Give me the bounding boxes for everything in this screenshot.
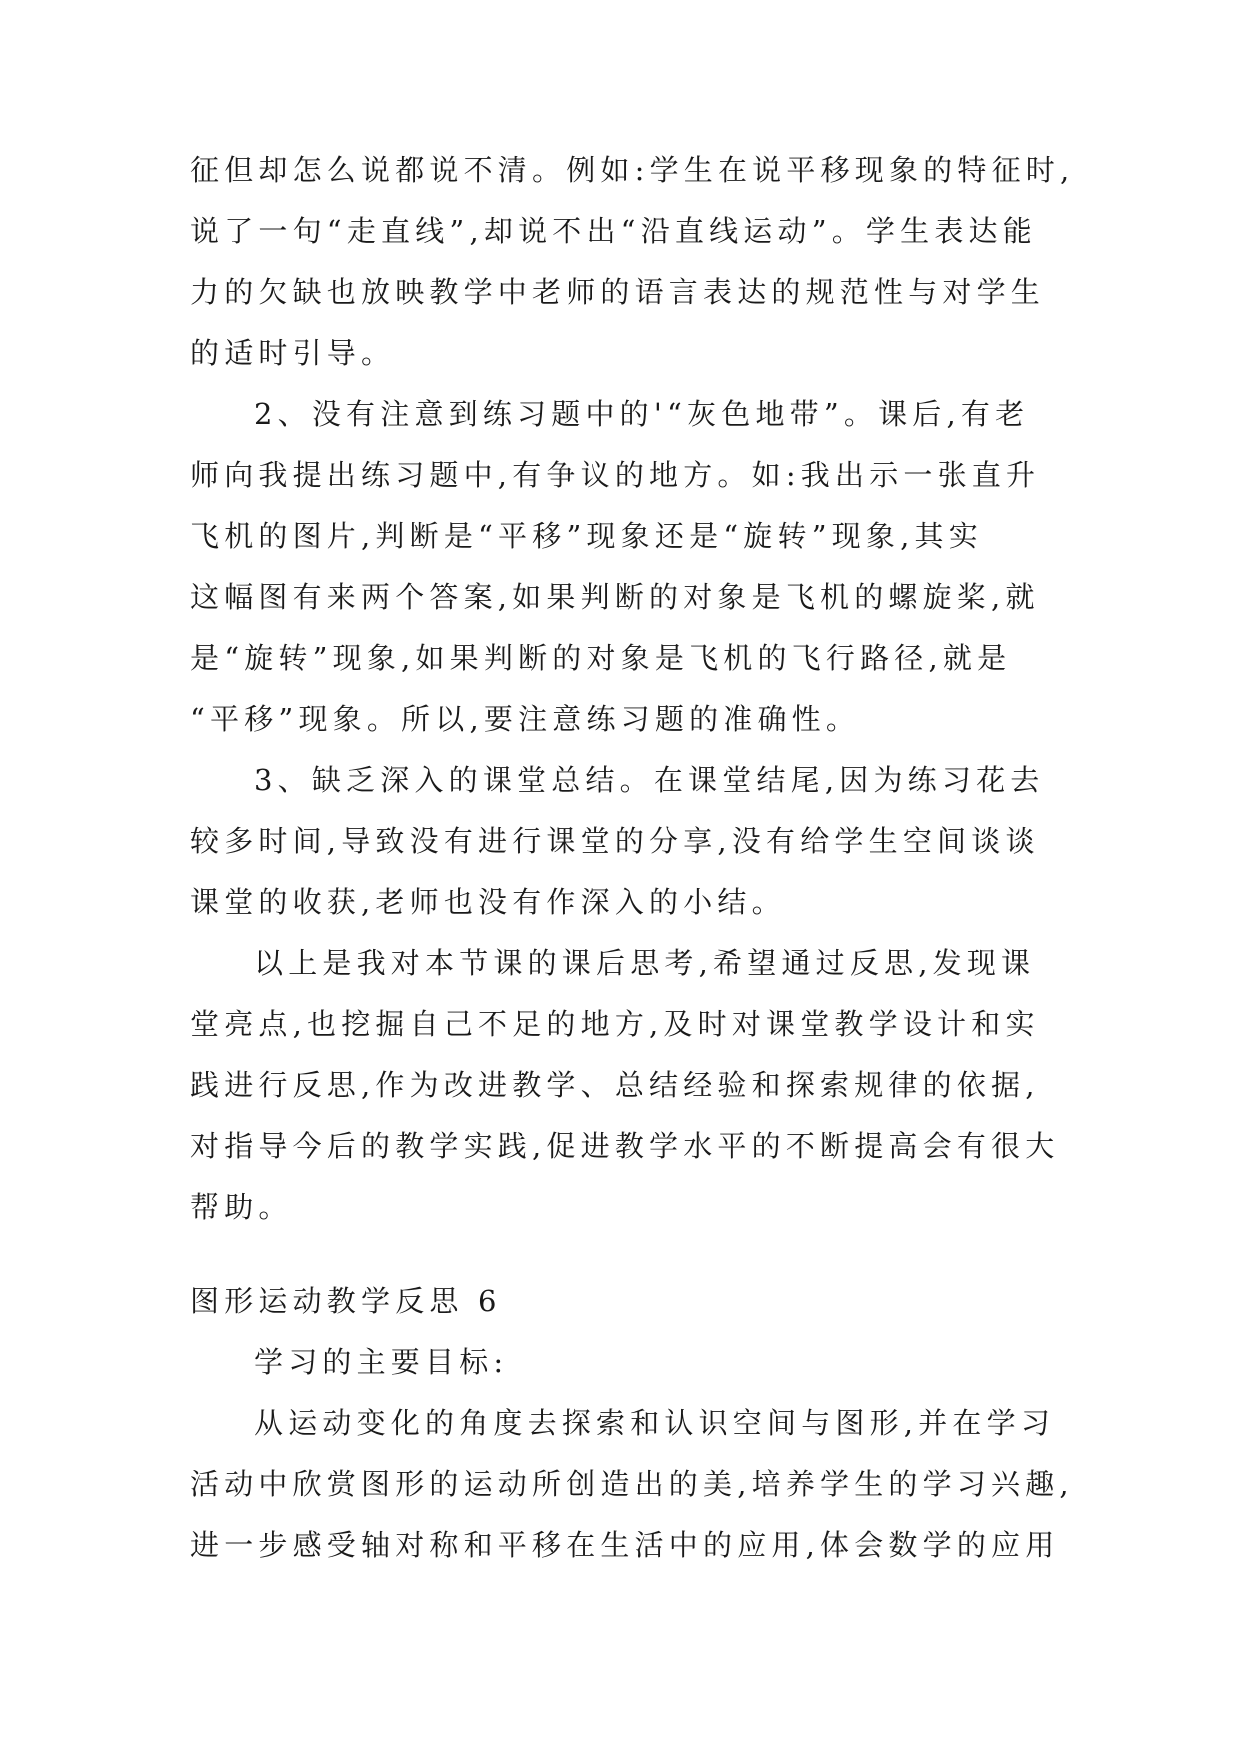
body-text-line: 活动中欣赏图形的运动所创造出的美,培养学生的学习兴趣, (190, 1467, 1074, 1501)
paragraph-start-line: 学习的主要目标: (254, 1345, 509, 1379)
body-text-line: 征但却怎么说都说不清。例如:学生在说平移现象的特征时, (190, 153, 1075, 187)
section-heading: 图形运动教学反思 6 (190, 1284, 502, 1318)
body-text-line: 说了一句“走直线”,却说不出“沿直线运动”。学生表达能 (190, 214, 1037, 248)
body-text-line: 进一步感受轴对称和平移在生活中的应用,体会数学的应用 (190, 1528, 1060, 1562)
body-text-line: 力的欠缺也放映教学中老师的语言表达的规范性与对学生 (190, 275, 1046, 309)
body-text-line: 这幅图有来两个答案,如果判断的对象是飞机的螺旋桨,就 (190, 580, 1040, 614)
body-text-line: 是“旋转”现象,如果判断的对象是飞机的飞行路径,就是 (190, 641, 1012, 675)
paragraph-start-line: 从运动变化的角度去探索和认识空间与图形,并在学习 (254, 1406, 1056, 1440)
paragraph-start-line: 以上是我对本节课的课后思考,希望通过反思,发现课 (254, 946, 1036, 980)
body-text-line: 对指导今后的教学实践,促进教学水平的不断提高会有很大 (190, 1129, 1060, 1163)
paragraph-start-line: 3、缺乏深入的课堂总结。在课堂结尾,因为练习花去 (254, 763, 1045, 797)
paragraph-start-line: 2、没有注意到练习题中的'“灰色地带”。课后,有老 (254, 397, 1030, 431)
body-text-line: 师向我提出练习题中,有争议的地方。如:我出示一张直升 (190, 458, 1041, 492)
body-text-line: 较多时间,导致没有进行课堂的分享,没有给学生空间谈谈 (190, 824, 1040, 858)
body-text-line: 飞机的图片,判断是“平移”现象还是“旋转”现象,其实 (190, 519, 983, 553)
body-text-line: “平移”现象。所以,要注意练习题的准确性。 (190, 702, 861, 736)
body-text-line: 课堂的收获,老师也没有作深入的小结。 (190, 885, 786, 919)
body-text-line: 堂亮点,也挖掘自己不足的地方,及时对课堂教学设计和实 (190, 1007, 1040, 1041)
body-text-line: 践进行反思,作为改进教学、总结经验和探索规律的依据, (190, 1068, 1040, 1102)
body-text-line: 帮助。 (190, 1190, 293, 1224)
body-text-line: 的适时引导。 (190, 336, 396, 370)
